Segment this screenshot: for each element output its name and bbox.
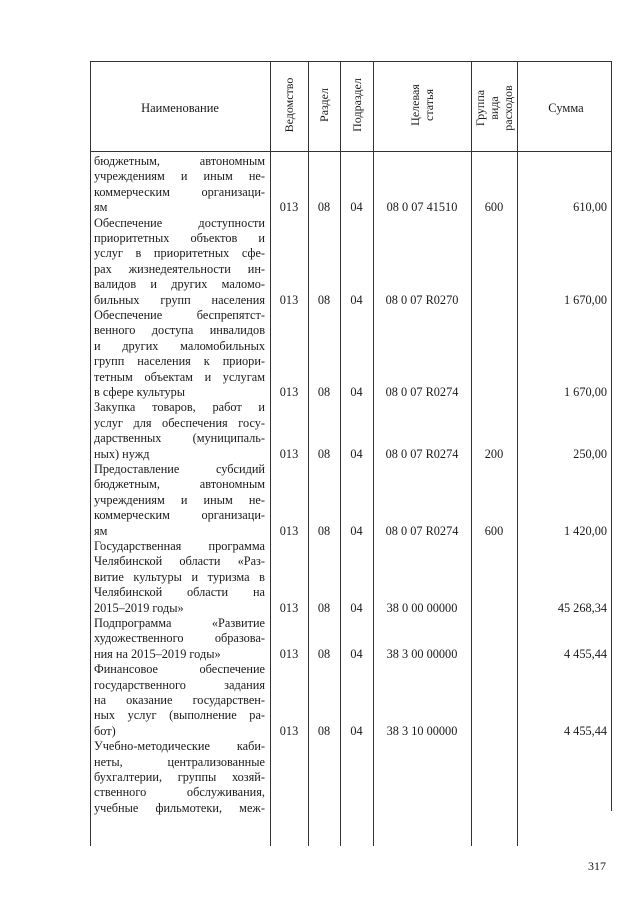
row-podrazdel: 04	[350, 446, 363, 461]
row-celevaya: 08 0 07 R0274	[385, 523, 459, 538]
row-name-line: бюджетным, автономным	[94, 154, 265, 168]
row-podrazdel: 04	[350, 523, 363, 538]
row-vedomstvo: 013	[279, 723, 299, 738]
row-vedomstvo: 013	[279, 446, 299, 461]
row-name-line: коммерческим организаци-	[94, 184, 265, 199]
row-name-line: ственного обслуживания,	[94, 785, 265, 800]
row-celevaya: 38 3 00 00000	[386, 646, 458, 661]
row-name-line: бот)	[94, 723, 116, 738]
row-summa: 4 455,44	[563, 723, 607, 738]
row-podrazdel: 04	[350, 723, 363, 738]
row-name-line: ям	[94, 523, 108, 538]
row-name-line: витие культуры и туризма в	[94, 569, 265, 584]
row-name-line: бюджетным, автономным	[94, 477, 265, 492]
row-summa: 250,00	[573, 446, 607, 461]
row-celevaya: 08 0 07 R0274	[385, 385, 459, 399]
row-podrazdel: 04	[350, 200, 363, 215]
row-name	[94, 308, 265, 400]
row-name-line: Финансовое обеспечение	[94, 662, 265, 677]
row-celevaya: 08 0 07 R0274	[385, 446, 459, 461]
row-razdel: 08	[317, 446, 331, 461]
row-name-line: и других маломобильных	[94, 338, 265, 353]
row-podrazdel: 04	[350, 292, 363, 307]
row-name-line: венного доступа инвалидов	[94, 323, 265, 338]
header-bottom-border	[90, 151, 611, 152]
row-vedomstvo: 013	[279, 646, 299, 661]
row-name-line: рах жизнедеятельности ин-	[94, 261, 265, 276]
row-name	[94, 616, 265, 662]
row-name	[94, 216, 265, 308]
col-divider	[517, 61, 518, 846]
row-gruppa: 200	[484, 446, 504, 461]
row-name-line: валидов и других маломо-	[94, 277, 265, 292]
row-name-line: на оказание государствен-	[94, 693, 265, 707]
row-podrazdel: 04	[350, 646, 363, 661]
row-podrazdel: 04	[350, 385, 363, 399]
row-razdel: 08	[317, 523, 331, 538]
row-name-line: учреждениям и иным не-	[94, 169, 265, 184]
row-name-line: неты, централизованные	[94, 754, 265, 769]
row-name-line: Подпрограмма «Развитие	[94, 616, 265, 630]
row-name-line: Обеспечение доступности	[94, 215, 265, 230]
row-name	[94, 400, 265, 462]
row-podrazdel: 04	[350, 600, 363, 615]
row-name-line: учебные фильмотеки, меж-	[94, 800, 265, 815]
row-summa: 610,00	[573, 200, 607, 215]
row-name	[94, 462, 265, 539]
row-razdel: 08	[317, 200, 331, 215]
row-name-line: Челябинской области на	[94, 585, 265, 600]
header-razdel: Раздел	[317, 88, 331, 122]
row-name-line: услуг в приоритетных сфе-	[94, 246, 265, 261]
row-name-line: Закупка товаров, работ и	[94, 400, 265, 415]
row-name-line: бильных групп населения	[94, 292, 265, 307]
row-name-line: бухгалтерии, группы хозяй-	[94, 770, 265, 784]
row-vedomstvo: 013	[279, 385, 299, 399]
row-summa: 1 420,00	[563, 523, 607, 538]
row-razdel: 08	[317, 723, 331, 738]
header-celevaya: Целевая статья	[408, 84, 436, 126]
row-name	[94, 539, 265, 616]
row-razdel: 08	[317, 600, 331, 615]
row-razdel: 08	[317, 385, 331, 399]
row-name-line: ям	[94, 200, 108, 215]
row-name-line: Обеспечение беспрепятст-	[94, 308, 265, 322]
row-name-line: учреждениям и иным не-	[94, 492, 265, 507]
row-name-line: в сфере культуры	[94, 385, 186, 400]
row-summa: 1 670,00	[563, 385, 607, 399]
row-name-line: государственного задания	[94, 677, 265, 692]
row-celevaya: 08 0 07 R0270	[385, 292, 459, 307]
row-name-line: услуг для обеспечения госу-	[94, 415, 265, 430]
table-top-border	[90, 61, 611, 62]
row-vedomstvo: 013	[279, 523, 299, 538]
row-vedomstvo: 013	[279, 200, 299, 215]
row-name-line: Предоставление субсидий	[94, 462, 265, 476]
header-gruppa: Группа вида расходов	[473, 85, 515, 131]
header-podrazdel: Подраздел	[350, 78, 364, 132]
table-right-border	[611, 61, 612, 811]
row-name-line: групп населения к приори-	[94, 354, 265, 369]
row-vedomstvo: 013	[279, 600, 299, 615]
row-name-line: 2015–2019 годы»	[94, 600, 184, 615]
row-name-line: приоритетных объектов и	[94, 231, 265, 245]
row-name-line: ных) нужд	[94, 446, 150, 461]
row-celevaya: 38 0 00 00000	[386, 600, 458, 615]
row-name-line: Челябинской области «Раз-	[94, 554, 265, 569]
row-name-line: коммерческим организаци-	[94, 508, 265, 523]
header-name: Наименование	[141, 101, 219, 115]
row-razdel: 08	[317, 646, 331, 661]
row-summa: 45 268,34	[557, 600, 607, 615]
row-celevaya: 08 0 07 41510	[386, 200, 458, 215]
row-celevaya: 38 3 10 00000	[386, 723, 458, 738]
row-name-line: художественного образова-	[94, 631, 265, 646]
row-vedomstvo: 013	[279, 292, 299, 307]
row-summa: 4 455,44	[563, 646, 607, 661]
row-name	[94, 739, 265, 816]
row-name	[94, 154, 265, 216]
header-summa: Сумма	[548, 101, 584, 115]
header-vedomstvo: Ведомство	[282, 77, 296, 133]
row-name-line: Учебно-методические каби-	[94, 739, 265, 754]
row-razdel: 08	[317, 292, 331, 307]
table-left-border	[90, 61, 91, 846]
row-name-line: дарственных (муниципаль-	[94, 431, 265, 446]
row-gruppa: 600	[484, 200, 504, 215]
row-gruppa: 600	[484, 523, 504, 538]
page-number: 317	[588, 859, 606, 873]
row-summa: 1 670,00	[563, 292, 607, 307]
row-name-line: тетным объектам и услугам	[94, 369, 265, 384]
row-name-line: ния на 2015–2019 годы»	[94, 646, 221, 661]
row-name-line: ных услуг (выполнение ра-	[94, 708, 265, 723]
budget-table	[90, 61, 611, 846]
row-name	[94, 662, 265, 739]
row-name-line: Государственная программа	[94, 539, 265, 553]
